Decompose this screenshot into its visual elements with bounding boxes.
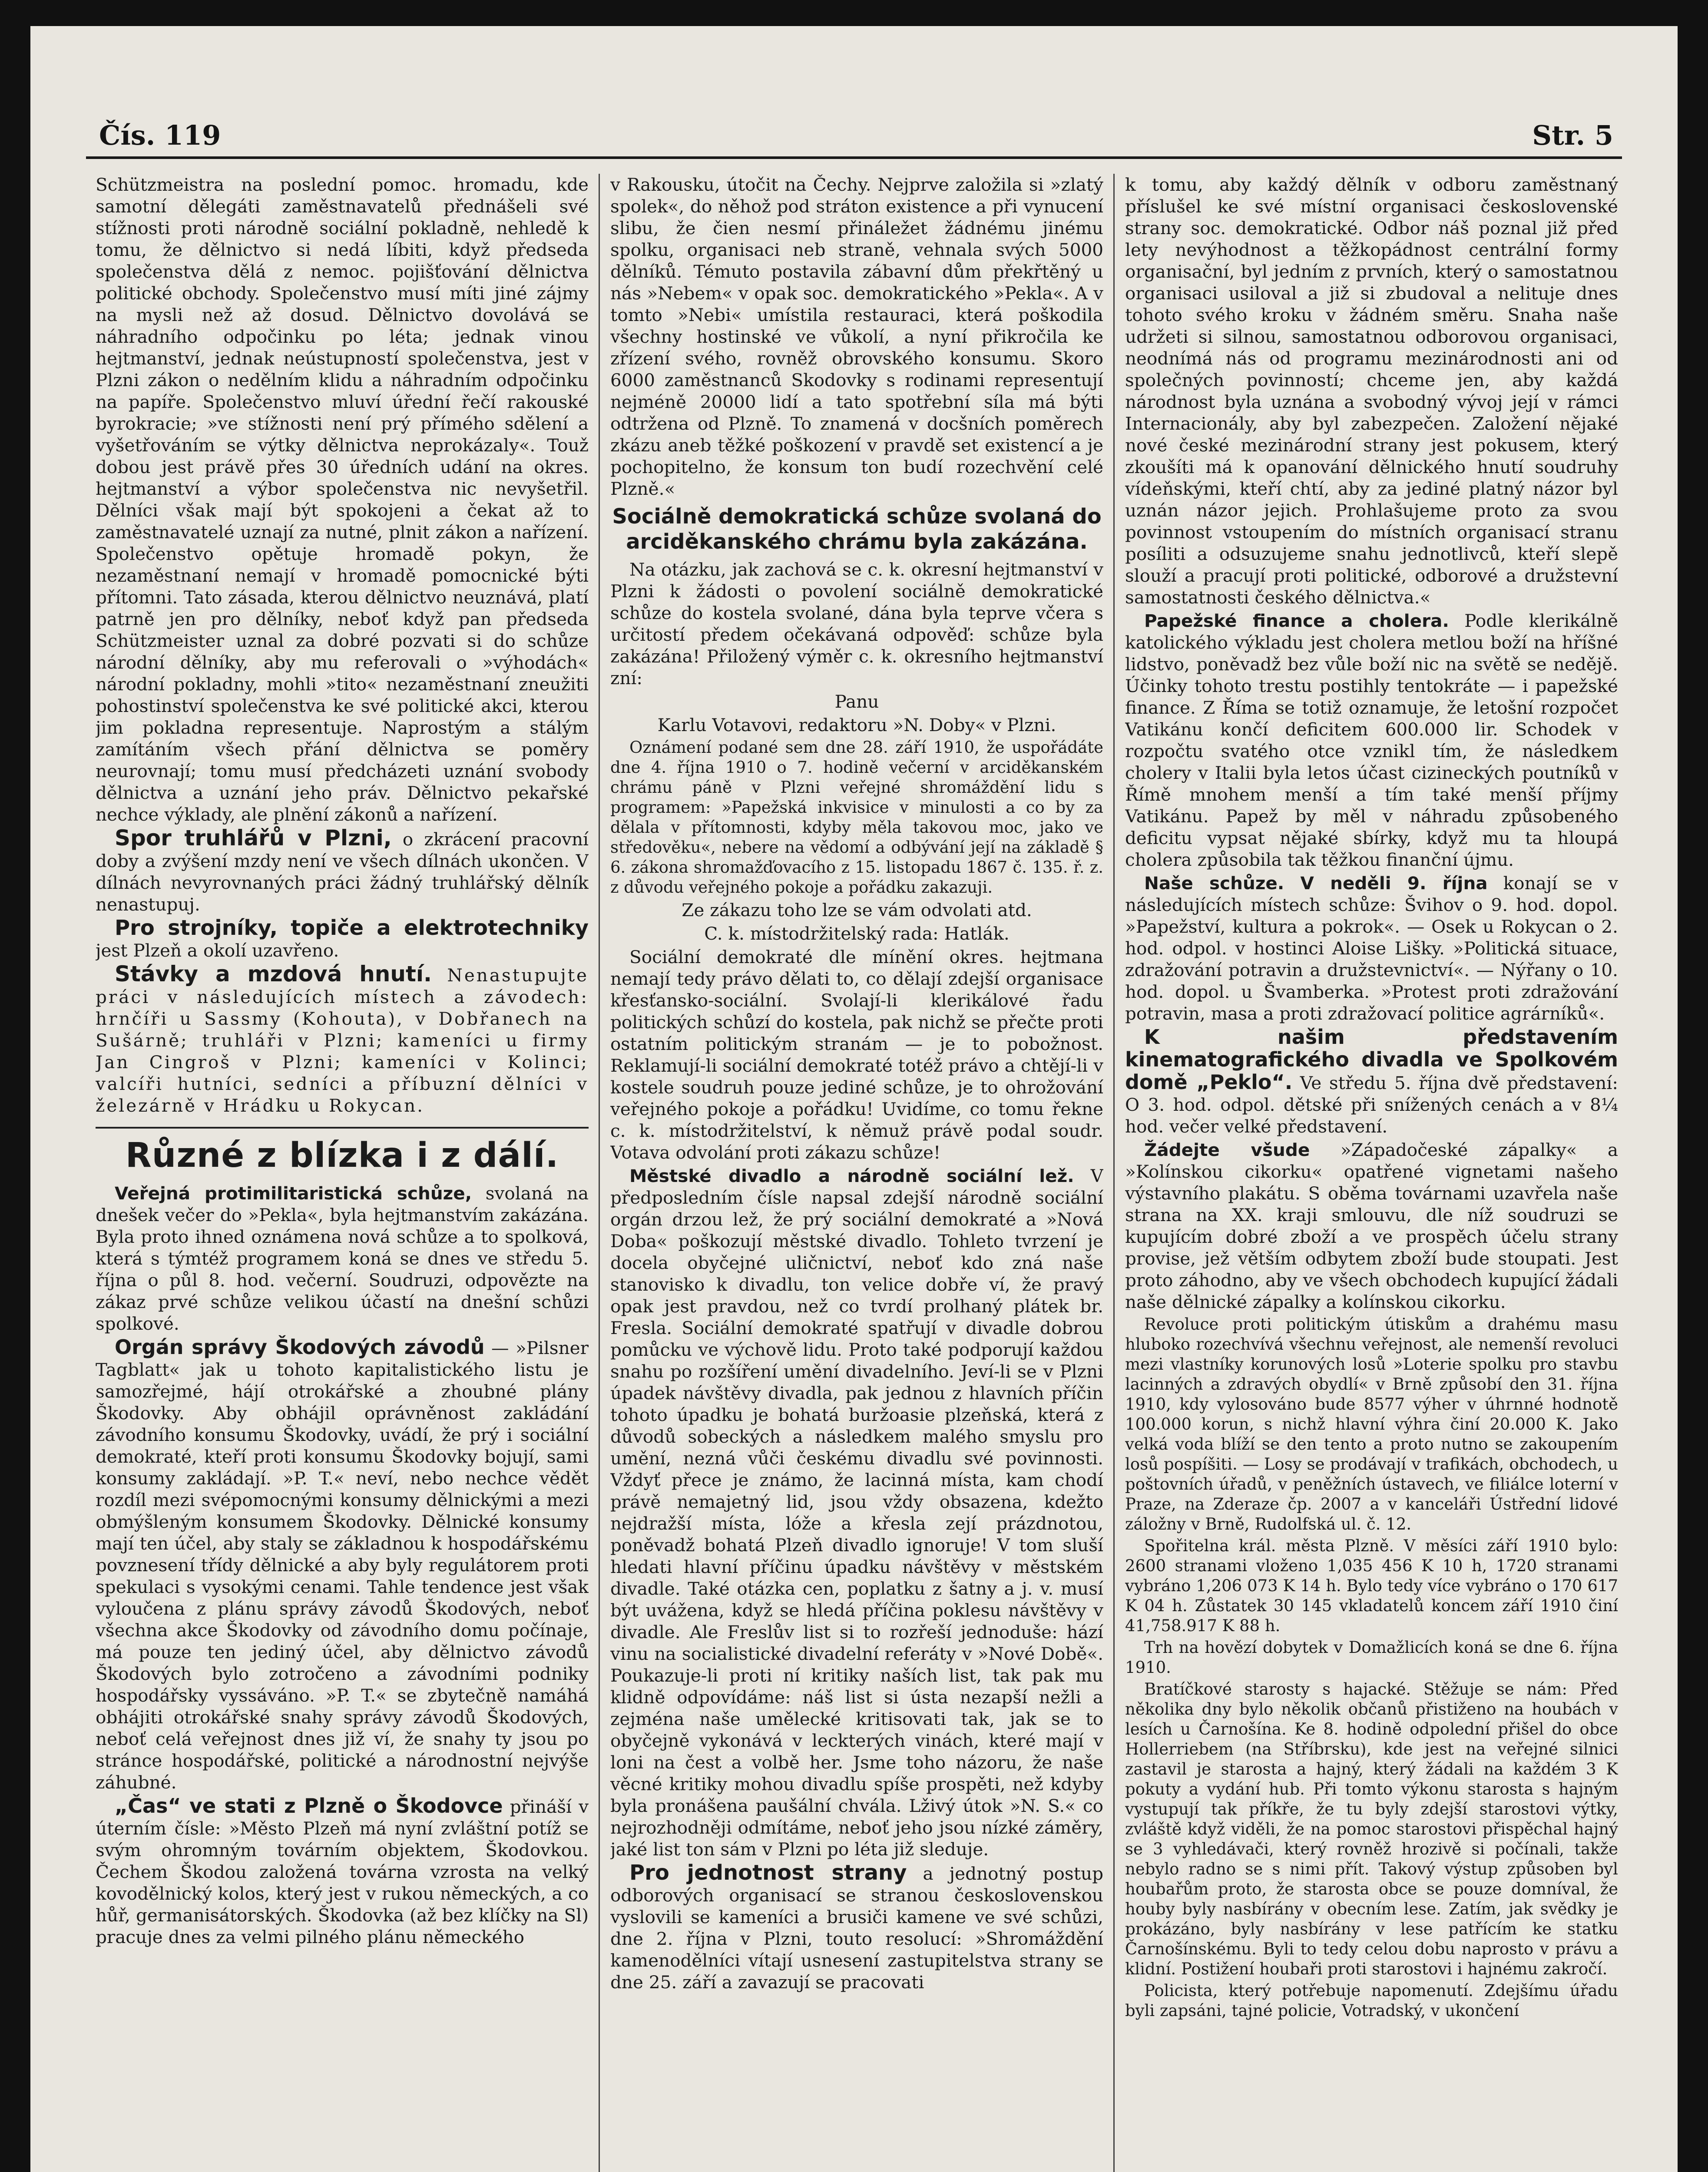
article-columns [96,174,1621,2172]
article-paragraph [610,1165,1103,1860]
letter-addressee: Karlu Votavovi, redaktoru »N. Doby« v Plzni. [657,715,1056,735]
article-headline: Spor truhlářů v Plzni, [115,825,392,851]
article-headline: K našim představením kinematografického divadla ve Spolkovém domě „Peklo“. [1125,1025,1618,1094]
article-headline: „Čas“ ve stati z Plzně o Škodovce [115,1794,503,1818]
column-rule [599,174,600,2172]
article-text: »Západočeské zápalky« a »Kolínskou cikorku« opatřené vignetami našeho výstavního plakátu. S oběma továrnami uzavřela naše strana na XX. kraji smlouvu, dle níž soudruzi se kupujícím dobré zboží a ve prospěch účelu strany provise, jež větším odbytem zboží bude stoupati. Jest proto záhodno, aby ve všech obchodech kupující žádali naše dělnické zápalky a kolínskou cikorku. [1125,1139,1618,1312]
page-masthead [86,109,1622,159]
article-text: o zkrácení pracovní doby a zvýšení mzdy není ve všech dílnách ukončen. V dílnách nevyrovnaných práci žádný truhlářský dělník nenastupuj. [96,829,589,915]
news-paragraph: Trh na hovězí dobytek v Domažlicích koná se dne 6. října 1910. [1125,1638,1618,1677]
article-text: Ve středu 5. října dvě představení: O 3. hod. odpol. dětské při snížených cenách a v 8¼ hod. večer velké představení. [1125,1073,1618,1137]
article-text: svolaná na dnešek večer do »Pekla«, byla hejtmanstvím zakázána. Byla proto ihned oznámena nová schůze a to spolková, která s týmtéž programem koná se dnes ve středu 5. října o půl 8. hod. večerní. Soudruzi, odpovězte na zákaz prvé schůze velikou účastí na dnešní schůzi spolkové. [96,1183,589,1334]
article-paragraph [1125,610,1618,871]
column-rule [1113,174,1115,2172]
news-paragraph: Spořitelna král. města Plzně. V měsíci září 1910 bylo: 2600 stranami vloženo 1,035 456 K 10 h, 1720 stranami vybráno 1,206 073 K 14 h. Bylo tedy více vybráno o 170 617 K 04 h. Zůstatek 30 145 vkladatelů koncem září 1910 činí 41,758.917 K 88 h. [1125,1536,1618,1635]
official-notice: Ze zákazu toho lze se vám odvolati atd. [682,900,1032,920]
article-text: přináší v úterním čísle: »Město Plzeň má nyní zvláštní potíž se svým ohromným továrním objektem, Škodovkou. Čechem Škodou založená továrna vzrosta na velký kovodělnický kolos, který jest v rukou německých, a co hůř, germanisátorských. Škodovka (až bez klíčky na Sl) pracuje dnes za velmi pilného plánu německého [96,1796,589,1947]
article-headline: Sociálně demokratická schůze svolaná do arciděkanského chrámu byla zakázána. [612,504,1102,554]
article-text: konají se v následujících místech schůze: Švihov o 9. hod. dopol. »Papežství, kultura a pokrok«. — Osek u Rokycan o 2. hod. odpol. v hostinci Aloise Lišky. »Politická situace, zdražování potravin a družstevnictví«. — Nýřany o 10. hod. dopol. u Švamberka. »Protest proti zdražování potravin, masa a proti zdražovací politice agrárníků«. [1125,873,1618,1024]
article-paragraph [610,1862,1103,1993]
article-paragraph: Schützmeistra na poslední pomoc. hromadu, kde samotní dělegáti zaměstnavatelů přednášeli své stížnosti proti národně sociální pokladně, nehledě k tomu, že dělnictvo si nedá líbiti, když předseda společenstva dělá z nemoc. pojišťování dělnictva politické obchody. Společenstvo musí míti jiné zájmy na mysli než až dosud. Dělnictvo dovolává se náhradního odpočinku po léta; jednak vinou hejtmanství, jednak neústupností společenstva, jest v Plzni zákon o nedělním klidu a náhradním odpočinku na papíře. Společenstvo mluví úřední řečí rakouské byrokracie; »ve stížnosti není prý přímého sdělení a vyšetřováním se výtky dělnictva neprokázaly«. Touž dobou jest právě přes 30 úředních udání na okres. hejtmanství a výbor společenstva nic nevyšetřil. Dělníci však mají být spokojeni a čekat až to zaměstnavatelé uznají za nutné, plnit zákon a nařízení. Společenstvo opětuje hromadě pokyn, že nezaměstnaní nemají v hromadě pomocnické býti přítomni. Tato zásada, kterou dělnictvo neuznává, platí patrně jen pro dělníky, neboť když pan předseda Schützmeister uznal za dobré pozvati si do schůze národní dělníky, aby mu referovali o »výhodách« národní pokladny, mohli »tito« nezaměstnaní zneužiti pohostinství společenstva ke své politické akci, kterou jim pokladna representuje. Naprostým a stálým zamítáním všech přání dělnictva se poměry neurovnají; tomu musí předcházeti uznání svobody dělnictva a uznání jeho práv. Dělnictvo pekařské nechce výklady, ale plnění zákonů a nařízení. [96,174,589,825]
article-headline: Stávky a mzdová hnutí. [115,961,432,987]
article-headline: Orgán správy Škodových závodů [115,1335,485,1359]
article-text: — »Pilsner Tagblatt« jak u tohoto kapitalistického listu je samozřejmé, hájí otrokářské a zhoubné plány Škodovky. Aby obhájil oprávněnost zakládání závodního konsumu Škodovky, uvádí, že prý i sociální demokraté, kteří proti konsumu Škodovky bojují, sami konsumy zakládají. »P. T.« neví, nebo nechce vědět rozdíl mezi svépomocnými konsumy dělnickými a mezi obmýšleným konsumem Škodovky. Dělnické konsumy mají ten účel, aby staly se základnou k hospodářskému povznesení třídy dělnické a aby byly regulátorem proti spekulaci s vysokými cenami. Tahle tendence jest však vyloučena z plánu správy závodů Škodových, neboť všechna akce Škodovky od závodního domu počínaje, má pouze ten jediný účel, aby dělnictvo závodů Škodových bylo zotročeno a závodními podniky hospodářsky vyssáváno. »P. T.« se zbytečně namáhá obhájiti otrokářské snahy správy závodů Škodových, neboť celá veřejnost dnes již ví, že snahy ty jsou po stránce hospodářské, politické a národnostní nejvýše záhubné. [96,1338,589,1793]
issue-number: Čís. 119 [99,119,221,151]
article-paragraph [1125,1026,1618,1137]
news-paragraph: Bratíčkové starosty s hajacké. Stěžuje se nám: Před několika dny bylo několik občanů přistiženo na houbách v lesích u Čarnošína. Ke 8. hodině odpolední přišel do obce Hollerriebem (na Stříbrsku), kde jest na veřejné silnici zastavil je starosta a hajný, který žádali na každém 3 K pokuty a vydání hub. Při tomto výkonu starosta s hajným vystupují tak příkře, že tu byly zdejší starostovi výtky, zvláště když viděli, že na pomoc starostovi přispěchal hajný se 3 vyhledávači, který rovněž hrozivě si počínali, takže nebylo radno se s nimi přít. Takový výstup způsoben byl houbařům proto, že starosta obce se pouze domníval, že houby byly nasbírány v obecním lese. Zatím, jak svědky je prokázáno, byly nasbírány v lese patřícím ke statku Čarnošínskému. Byli to tedy celou dobu naprosto v právu a klidní. Postižení houbaři proti starostovi i hajnému zakročí. [1125,1680,1618,1978]
notice-signature: C. k. místodržitelský rada: Hatlák. [704,923,1010,944]
column-2 [610,174,1103,2172]
page-number: Str. 5 [1532,119,1613,151]
advertisement-paragraph: Revoluce proti politickým útiskům a drahému masu hluboko rozechvívá všechnu veřejnost, ale nemenší revoluci mezi vlastníky korunových losů »Loterie spolku pro stavbu lacinných a zdravých obydlí« v Brně způsobí den 31. října 1910, kdy vylosováno bude 8577 výher v úhrnné hodnotě 100.000 korun, s nichž hlavní výhra činí 20.000 K. Jako velká voda blíží se den tento a proto nutno se zakoupením losů pospíšiti. — Losy se prodávají v trafikách, obchodech, u poštovních úřadů, v peněžních ústavech, ve filiálce loterní v Praze, na Zderaze čp. 2007 a v kanceláři Ústřední lidové záložny v Brně, Rudolfská ul. č. 12. [1125,1315,1618,1533]
official-notice: Oznámení podané sem dne 28. září 1910, že uspořádáte dne 4. října 1910 o 7. hodině večerní v arciděkanském chrámu páně v Plzni veřejné shromáždění lidu s programem: »Papežská inkvisice v minulosti a co by za dělala v přítomnosti, kdyby měla takovou moc, jako ve středověku«, nebere na vědomí a odbývání její na základě § 6. zákona shromažďovacího z 15. listopadu 1867 č. 135. ř. z. z důvodu veřejného pokoje a pořádku zakazuji. [610,738,1103,897]
article-paragraph [96,1795,589,1948]
article-headline: Naše schůze. V neděli 9. října [1144,873,1488,894]
article-paragraph: Sociální demokraté dle mínění okres. hejtmana nemají tedy právo dělati to, co dělají zdejší organisace křesťansko-sociální. Svolají-li klerikálové řadu politických schůzí do kostela, pak nichž se přečte proti ostatním politickým stranám — je to pobožnost. Reklamují-li sociální demokraté totéž právo a chtějí-li v kostele soudruh pouze jediné schůze, je to ohrožování veřejného pokoje a pořádku! Uvidíme, co tomu řekne c. k. místodržitelství, k němuž právě podal soudr. Votava odvolání proti zákazu schůze! [610,947,1103,1163]
article-headline: Pro strojníky, topiče a elektrotechniky [115,916,589,940]
article-paragraph: v Rakousku, útočit na Čechy. Nejprve založila si »zlatý spolek«, do něhož pod stráton existence a při vynucení slibu, že čien nesmí přináležet žádnému jinému spolku, organisaci neb straně, vehnala svých 5000 dělníků. Témuto postavila zábavní dům překřtěný u nás »Nebem« v opak soc. demokratického »Pekla«. A v tomto »Nebi« umístila restauraci, která poškodila všechny hostinské ve vůkolí, a nyní přikročila ke zřízení svého, rovněž obrovského konsumu. Skoro 6000 zaměstnanců Skodovky s rodinami representují nejméně 20000 lidí a tato spotřební síla má býti odtržena od Plzně. To znamená v docšních poměrech zkázu aneb těžké poškození v pravdě set existencí a je pochopitelno, že konsum ton budí rozechvění celé Plzně.« [610,174,1103,499]
article-paragraph [1125,872,1618,1024]
letter-salutation: Panu [834,691,879,712]
article-paragraph [96,1336,589,1793]
column-1 [96,174,589,2172]
article-text: V předposledním čísle napsal zdejší národně sociální orgán drzou lež, že prý sociální demokraté a »Nová Doba« poškozují městské divadlo. Tohleto tvrzení je docela obyčejné uličnictví, neboť kdo zná naše stanovisko k divadlu, ton velice dobře ví, že pravý opak jest pravdou, než co tvrdí prolhaný plátek br. Fresla. Sociální demokraté spatřují v divadle dobrou pomůcku ve výchově lidu. Proto také podporují každou snahu po rozšíření umění divadelního. Jeví-li se v Plzni úpadek návštěvy divadla, pak jednou z hlavních příčin tohoto úpadku je bohatá buržoasie plzeňská, která z důvodů sobeckých a následkem malého smyslu pro umění, nezná vůči českému divadlu své povinnosti. Vždyť přece je známo, že lacinná místa, kam chodí právě nemajetný lid, jsou vždy obsazena, kdežto nejdražší místa, lóže a křesla zejí prázdnotou, poněvadž bohatá Plzeň divadlo ignoruje! V tom sluší hledati hlavní příčinu úpadku návštěvy v městském divadle. Také otázka cen, poplatku z šatny a j. v. musí být uvážena, když se hledá příčina poklesu návštěvy v divadle. Ale Freslův list si to rozřeší jednoduše: hází vinu na socialistické divadelní referáty v »Nové Době«. Poukazuje-li proti ní kritiky naších list, tak pak mu klidně odpovídáme: náš list si ústa nezapší nežli a zejména naše umělecké kritisovati tak, jak se to obyčejně vykonává v leckterých vinách, které mají v loni na čest a volbě her. Jsme toho názoru, že naše věcné kritiky mohou divadlu spíše prospěti, než kdyby byla pronášena paušální chvála. Lživý útok »N. S.« co nejrozhodněji odmítáme, neboť jeho jsou nízké záměry, jaké list ton sám v Plzni po léta již sleduje. [610,1165,1103,1860]
article-headline: Žádejte všude [1144,1139,1310,1160]
news-paragraph: Policista, který potřebuje napomenutí. Zdejšímu úřadu byli zapsáni, tajné policie, Votradský, v ukončení [1125,1981,1618,2020]
article-paragraph [96,917,589,961]
article-text: jest Plzeň a okolí uzavřeno. [96,940,339,961]
column-3 [1125,174,1618,2172]
article-paragraph: Na otázku, jak zachová se c. k. okresní hejtmanství v Plzni k žádosti o povolení sociálně demokratické schůze do kostela svolané, dána byla teprve včera s určitostí předem očekávaná odpověď: schůze byla zakázána! Přiložený výměr c. k. okresního hejtmanství zní: [610,559,1103,689]
article-paragraph [96,963,589,1116]
article-paragraph [96,1182,589,1334]
article-text: Nenastupujte práci v následujících místech a závodech: hrnčíři u Sassmy (Kohouta), v Dobřanech na Sušárně; truhláři v Plzni; kameníci u firmy Jan Cingroš v Plzni; kameníci v Kolinci; valcíři hutníci, sedníci a příbuzní dělníci v železárně v Hrádku u Rokycan. [96,965,589,1116]
section-heading: Různé z blízka i z dálí. [96,1127,589,1176]
article-headline: Pro jednotnost strany [629,1861,907,1885]
article-headline: Městské divadlo a národně sociální lež. [629,1165,1074,1186]
article-paragraph [96,827,589,915]
article-paragraph [1125,1139,1618,1313]
article-headline: Veřejná protimilitaristická schůze, [115,1183,472,1204]
article-headline: Papežské finance a cholera. [1144,610,1449,631]
article-paragraph: k tomu, aby každý dělník v odboru zaměstnaný příslušel ke své místní organisaci československé strany soc. demokratické. Odbor náš poznal již před lety nevýhodnost a těžkopádnost centrální formy organisační, byl jedním z prvních, který o samostatnou organisaci usiloval a již si zbudoval a nelituje dnes tohoto svého kroku v žádném směru. Snaha naše udržeti si silnou, samostatnou odborovou organisaci, neodnímá nás od programu mezinárodnosti ani od společných povinností; chceme jen, aby každá národnost byla uznána a svobodný vývoj její v rámci Internacionály, aby byl zabezpečen. Založení nějaké nové české mezinárodní strany jest pokusem, který zkoušíti má k opanování dělnického hnutí soudruhy vídeňskými, kteří chtí, aby za jediné platný názor byl uznán názor jejich. Prohlašujeme proto za svou povinnost vstoupením do místních organisací stranu posíliti a odsuzujeme snahu jednotlivců, kteří slepě slouží a pracují proti politické, odborové a družstevní samostatnosti českého dělnictva.« [1125,174,1618,608]
article-text: a jednotný postup odborových organisací se stranou československou vyslovili se kameníci a brusiči kamene ve své schůzi, dne 2. října v Plzni, touto resolucí: »Shromáždění kamenodělníci vítají usnesení zastupitelstva strany se dne 25. září a zavazují se pracovati [610,1863,1103,1993]
article-text: Podle klerikálně katolického výkladu jest cholera metlou boží na hříšné lidstvo, poněvadž bez vůle boží nic na světě se nedějě. Účinky tohoto trestu postihly tentokráte — i papežské finance. Z Říma se totiž oznamuje, že letošní rozpočet Vatikánu končí deficitem 600.000 lir. Schodek v rozpočtu svatého otce vznikl tím, že následkem cholery v Italii byla letos účast cizineckých poutníků v Římě mnohem menší a tím také menší příjmy Vatikánu. Papež by měl v náhradu způsobeného deficitu vypsat nějaké sbírky, když mu ta hloupá cholera způsobila tak těžkou finanční újmu. [1125,610,1618,870]
newspaper-page [30,26,1678,2172]
